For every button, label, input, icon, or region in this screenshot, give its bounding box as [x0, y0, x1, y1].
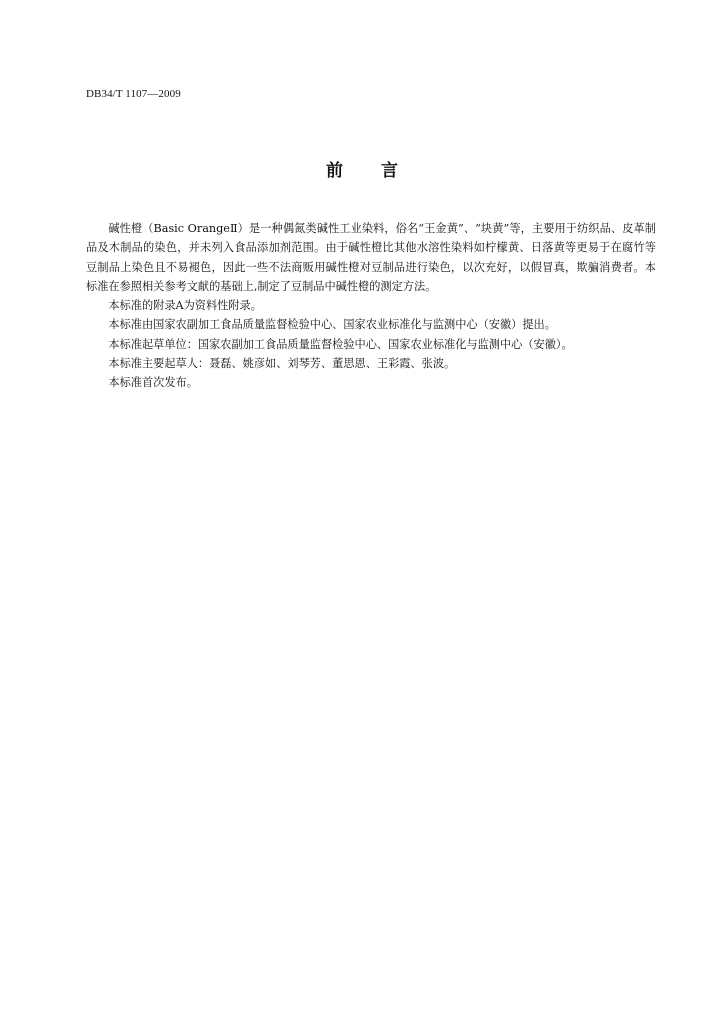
paragraph-proposer: 本标准由国家农副加工食品质量监督检验中心、国家农业标准化与监测中心（安徽）提出。: [108, 318, 556, 332]
paragraph-intro: 碱性橙（Basic OrangeⅡ）是一种偶氮类碱性工业染料，俗名“王金黄”、“块黄”等，主要用于纺织品、皮革制品及木制品的染色，并未列入食品添加剂范围。由于碱性橙比其他水溶性染料如柠檬黄、日落黄等更易于在腐竹等豆制品上染色且不易褪色，因此一些不法商贩用碱性橙对豆制品进行染色，以次充好，以假冒真，欺骗消费者。本标准在参照相关参考文献的基础上,制定了豆制品中碱性橙的测定方法。: [86, 222, 656, 293]
title-char-1: 前: [326, 161, 343, 181]
page-title: [0, 156, 724, 181]
paragraph-first-release: 本标准首次发布。: [108, 376, 198, 390]
paragraph-drafters: 本标准主要起草人：聂磊、姚彦如、刘琴芳、董思恩、王彩霞、张波。: [108, 357, 456, 371]
foreword-body: [86, 219, 656, 393]
title-char-2: 言: [381, 161, 398, 181]
document-code: DB34/T 1107—2009: [86, 88, 181, 100]
paragraph-drafting-units: 本标准起草单位：国家农副加工食品质量监督检验中心、国家农业标准化与监测中心（安徽）。: [108, 337, 573, 351]
paragraph-appendix: 本标准的附录A为资料性附录。: [108, 299, 262, 313]
